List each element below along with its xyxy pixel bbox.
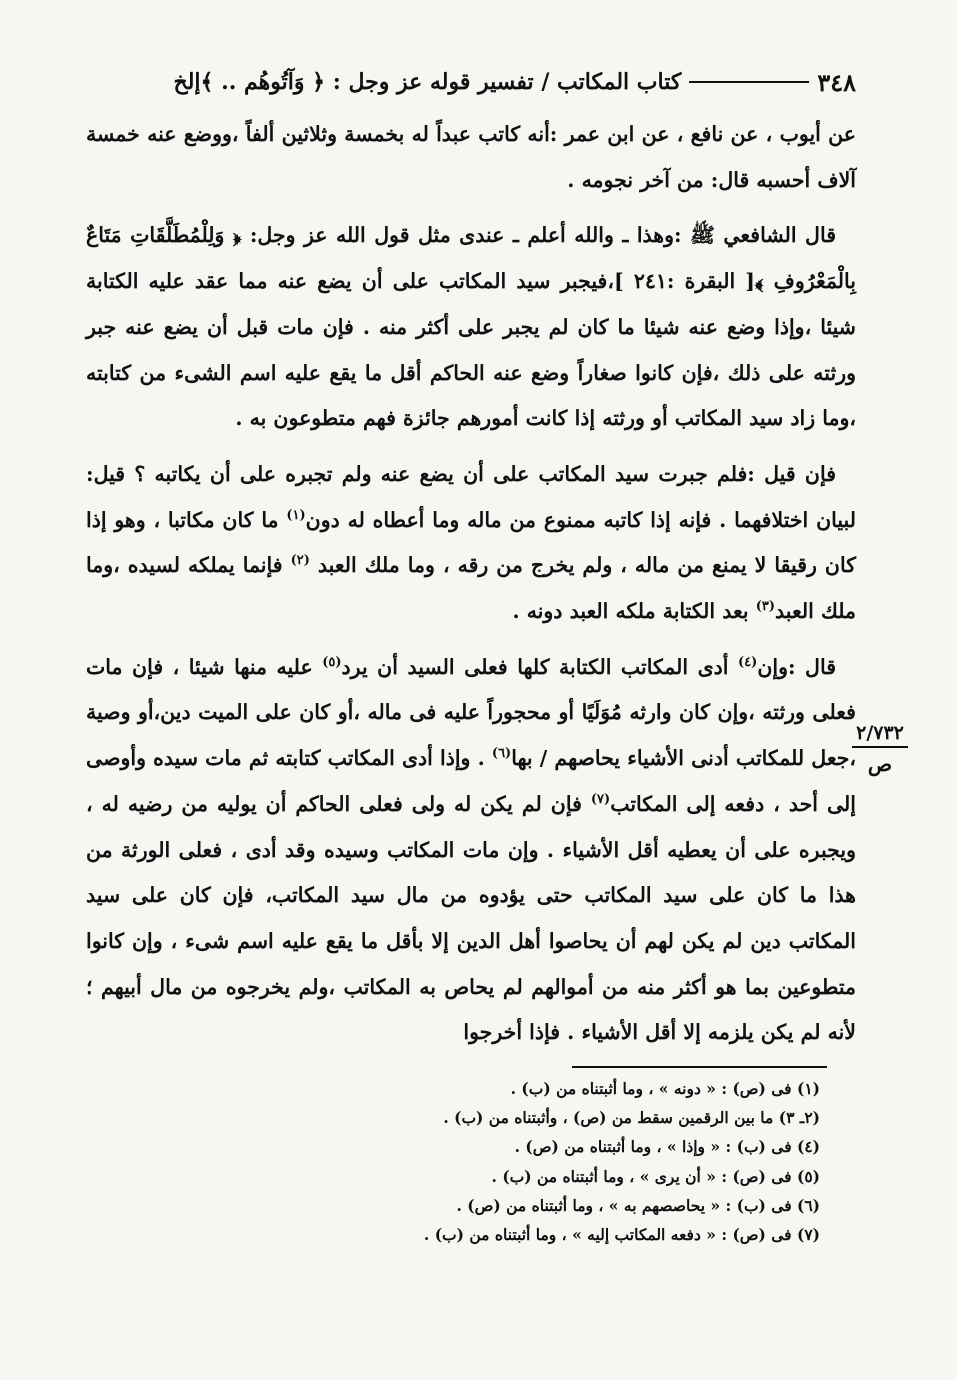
footnote-marker: (٣) xyxy=(755,599,776,615)
paragraph xyxy=(86,112,856,203)
manuscript-folio-ref: ٢/٧٣٢ xyxy=(852,722,908,748)
footnotes xyxy=(300,1074,820,1249)
paragraph-text: عن أيوب ، عن نافع ، عن ابن عمر :أنه كاتب عبداً له بخمسة وثلاثين ألفاً ،ووضع عنه خمسة آلاف أحسبه قال: من آخر نجومه . xyxy=(86,122,856,192)
paragraph-text: بعد الكتابة ملكه العبد دونه . xyxy=(512,599,756,624)
paragraph xyxy=(86,213,856,442)
paragraph xyxy=(86,452,856,635)
page-number: ٣٤٨ xyxy=(817,67,856,97)
footnote-marker: (٧) xyxy=(590,792,611,808)
footnote-marker: (٦) xyxy=(491,746,512,762)
paragraph-text: عليه منها شيئا ، فإن مات فعلى ورثته ،وإن كان وارثه مُوَلَيًا أو محجوراً عليه فى ماله ،أو كان على الميت دين،أو وصية ،جعل للمكاتب أدنى الأشياء يحاصهم / بها xyxy=(86,654,857,771)
footnote-marker: (٢) xyxy=(290,553,310,569)
manuscript-siglum: ص xyxy=(867,752,893,776)
header-title: كتاب المكاتب / تفسير قوله عز وجل : ﴿ وَآتُوهُم .. ﴾إلخ xyxy=(173,69,682,95)
footnote-marker: (١) xyxy=(286,507,306,523)
footnote: (٢ـ ٣) ما بين الرقمين سقط من (ص) ، وأثبتناه من (ب) . xyxy=(443,1108,820,1128)
paragraph-text: فإن لم يكن له ولى فعلى الحاكم أن يوليه من رضيه له ، ويجبره على أن يعطيه أقل الأشياء . وإن مات المكاتب وسيده وقد أدى ، فعلى الورثة من هذا ما كان على سيد المكاتب حتى يؤدوه من مال سيد المكاتب، فإن كان على سيد المكاتب دين لم يكن لهم أن يحاصوا أهل الدين إلا بأقل ما يقع عليه اسم شىء ، وإن كانوا متطوعين بما هو أكثر منه من أموالهم لم يحاص به المكاتب ،ولم يخرجوه من مال أبيهم ؛ لأنه لم يكن يلزمه إلا أقل الأشياء . فإذا أخرجوا xyxy=(86,791,856,1045)
paragraph-text: ما كان مكاتبا ، وهو إذا كان رقيقا لا يمنع من ماله ، ولم يخرج من رقه ، وما ملك العبد xyxy=(86,507,856,578)
paragraph-text: قال :وإن xyxy=(757,654,836,679)
footnote: (٦) فى (ب) : « يحاصصهم به » ، وما أثبتناه من (ص) . xyxy=(456,1195,820,1215)
running-header xyxy=(86,62,856,102)
margin-reference xyxy=(852,722,908,776)
paragraph-text: . وإذا أدى المكاتب كتابته ثم مات سيده وأوصى إلى أحد ، دفعه إلى المكاتب xyxy=(86,746,856,816)
paragraph-text: قال الشافعي ﷺ :وهذا ـ والله أعلم ـ عندى مثل قول الله عز وجل: ﴿ وَلِلْمُطَلَّقَاتِ مَتَاعٌ بِالْمَعْرُوفِ ﴾[ البقرة :٢٤١ ]،فيجبر سيد المكاتب على أن يضع عنه مما عقد عليه الكتابة شيئا ،وإذا وضع عنه شيئا ما كان لم يجبر على أكثر منه . فإن مات قبل أن يضع عنه جبر ورثته على ذلك ،فإن كانوا صغاراً وضع عنه الحاكم أقل ما يقع عليه اسم الشىء من كتابته ،وما زاد سيد المكاتب أو ورثته إذا كانت أمورهم جائزة فهم متطوعون به . xyxy=(86,223,856,431)
footnote: (١) فى (ص) : « دونه » ، وما أثبتناه من (ب) . xyxy=(510,1079,820,1098)
footnote-separator xyxy=(572,1066,827,1068)
paragraph-text: أدى المكاتب الكتابة كلها فعلى السيد أن يرد xyxy=(341,654,739,679)
footnote-marker: (٤) xyxy=(738,654,758,670)
paragraph xyxy=(86,645,856,1056)
footnote-marker: (٥) xyxy=(322,654,342,670)
header-rule xyxy=(689,81,809,83)
paragraph-text: فإنما يملكه لسيده ،وما ملك العبد xyxy=(86,553,856,624)
main-text xyxy=(86,112,856,1056)
footnote: (٥) فى (ص) : « أن يرى » ، وما أثبتناه من (ب) . xyxy=(491,1166,820,1186)
footnote: (٤) فى (ب) : « وإذا » ، وما أثبتناه من (ص) . xyxy=(514,1137,820,1157)
footnote: (٧) فى (ص) : « دفعه المكاتب إليه » ، وما أثبتناه من (ب) . xyxy=(423,1225,820,1245)
paragraph-text: فإن قيل :فلم جبرت سيد المكاتب على أن يضع عنه ولم تجبره على أن يكاتبه ؟ قيل: لبيان اختلافهما . فإنه إذا كاتبه ممنوع من ماله وما أعطاه له دون xyxy=(86,461,856,532)
